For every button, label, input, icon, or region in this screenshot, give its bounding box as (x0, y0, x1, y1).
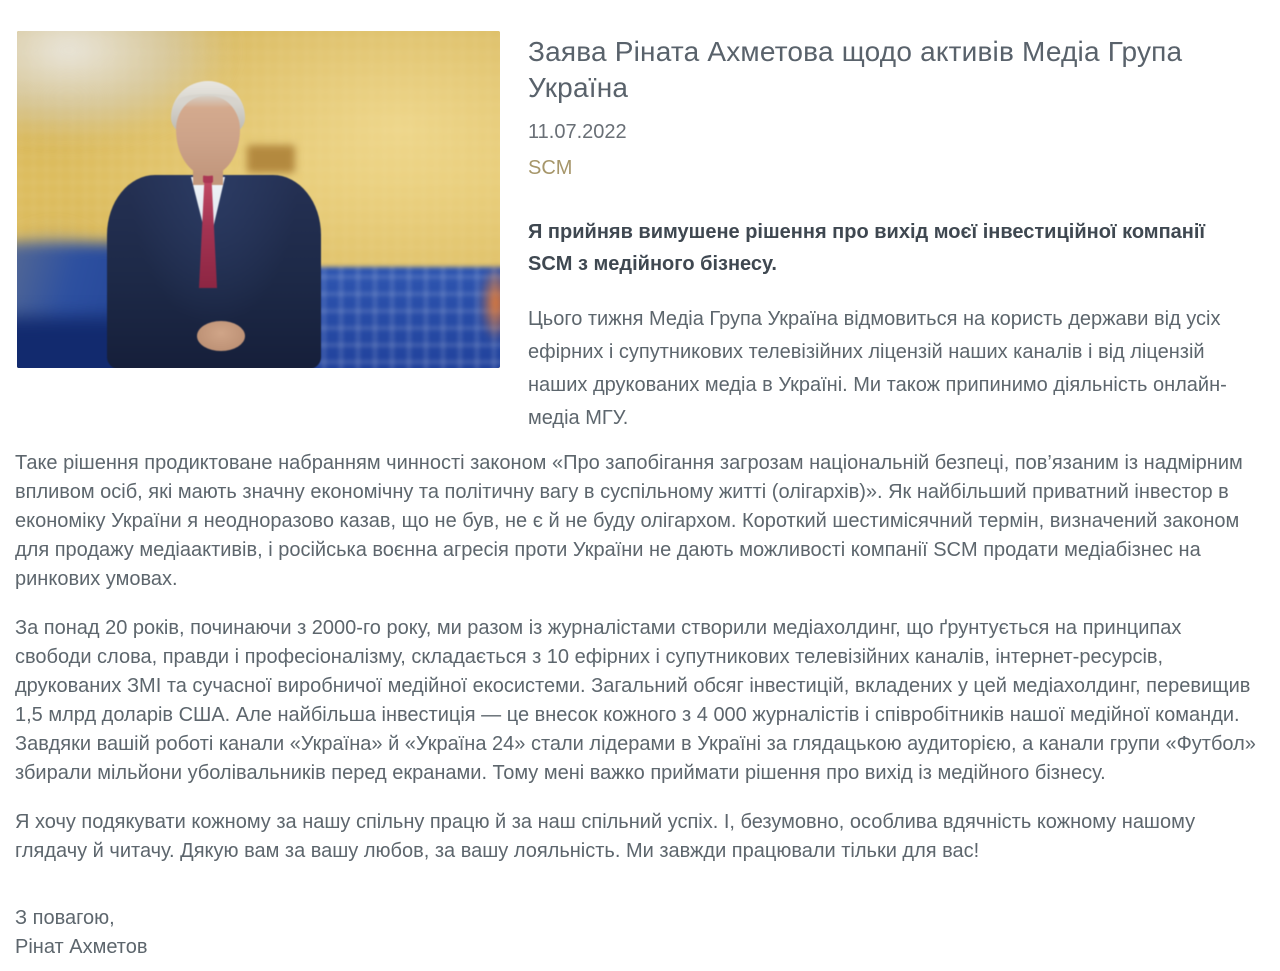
signature-name: Рінат Ахметов (15, 936, 148, 958)
article-intro: Цього тижня Медіа Група Україна відмовиться на користь держави від усіх ефірних і супутникових телевізійних ліцензій наших каналів і від ліцензій наших друкованих медіа в Україні. Ми також припинимо діяльність онлайн-медіа МГУ. (528, 308, 1227, 429)
article-photo (17, 31, 500, 368)
article-header (528, 31, 1242, 435)
portrait-man (107, 81, 321, 368)
portrait-tie-knot (203, 175, 213, 183)
article-source-link[interactable]: SCM (528, 157, 573, 179)
article-header-section (0, 0, 1280, 435)
article-lead: Я прийняв вимушене рішення про вихід моєї інвестиційної компанії SCM з медійного бізнесу. (528, 221, 1206, 275)
article-paragraph-1: Таке рішення продиктоване набранням чинності законом «Про запобігання загрозам національній безпеці, пов’язаним із надмірним впливом осіб, які мають значну економічну та політичну вагу в суспільному житті (олігархів)». Як найбільший приватний інвестор в економіку України я неодноразово казав, що не був, не є й не буду олігархом. Короткий шестимісячний термін, визначений законом для продажу медіаактивів, і російська воєнна агресія проти України не дають можливості компанії SCM продати медіабізнес на ринкових умовах. (15, 452, 1243, 590)
article-paragraph-3: Я хочу подякувати кожному за нашу спільну працю й за наш спільний успіх. І, безумовно, особлива вдячність кожному нашому глядачу й читачу. Дякую вам за вашу любов, за вашу лояльність. Ми завжди працювали тільки для вас! (15, 811, 1196, 862)
photo-orange-detail (479, 263, 500, 343)
signoff-line: З повагою, (15, 907, 115, 929)
portrait-face (176, 96, 240, 176)
article-date: 11.07.2022 (528, 121, 627, 143)
portrait-hair-fringe (177, 94, 239, 108)
article-body (0, 449, 1280, 962)
page-title: Заява Ріната Ахметова щодо активів Медіа Група Україна (528, 36, 1183, 103)
article-signature-block (15, 904, 1262, 962)
portrait-hands (197, 321, 245, 351)
article-paragraph-2: За понад 20 років, починаючи з 2000-го року, ми разом із журналістами створили медіахолдинг, що ґрунтується на принципах свободи слова, правди і професіоналізму, складається з 10 ефірних і супутникових телевізійних каналів, інтернет-ресурсів, друкованих ЗМІ та сучасної виробничої медійної екосистеми. Загальний обсяг інвестицій, вкладених у цей медіахолдинг, перевищив 1,5 млрд доларів США. Але найбільша інвестиція — це внесок кожного з 4 000 журналістів і співробітників нашої медійної команди. Завдяки вашій роботі канали «Україна» й «Україна 24» стали лідерами в Україні за глядацькою аудиторією, а канали групи «Футбол» збирали мільйони уболівальників перед екранами. Тому мені важко приймати рішення про вихід із медійного бізнесу. (15, 617, 1256, 784)
